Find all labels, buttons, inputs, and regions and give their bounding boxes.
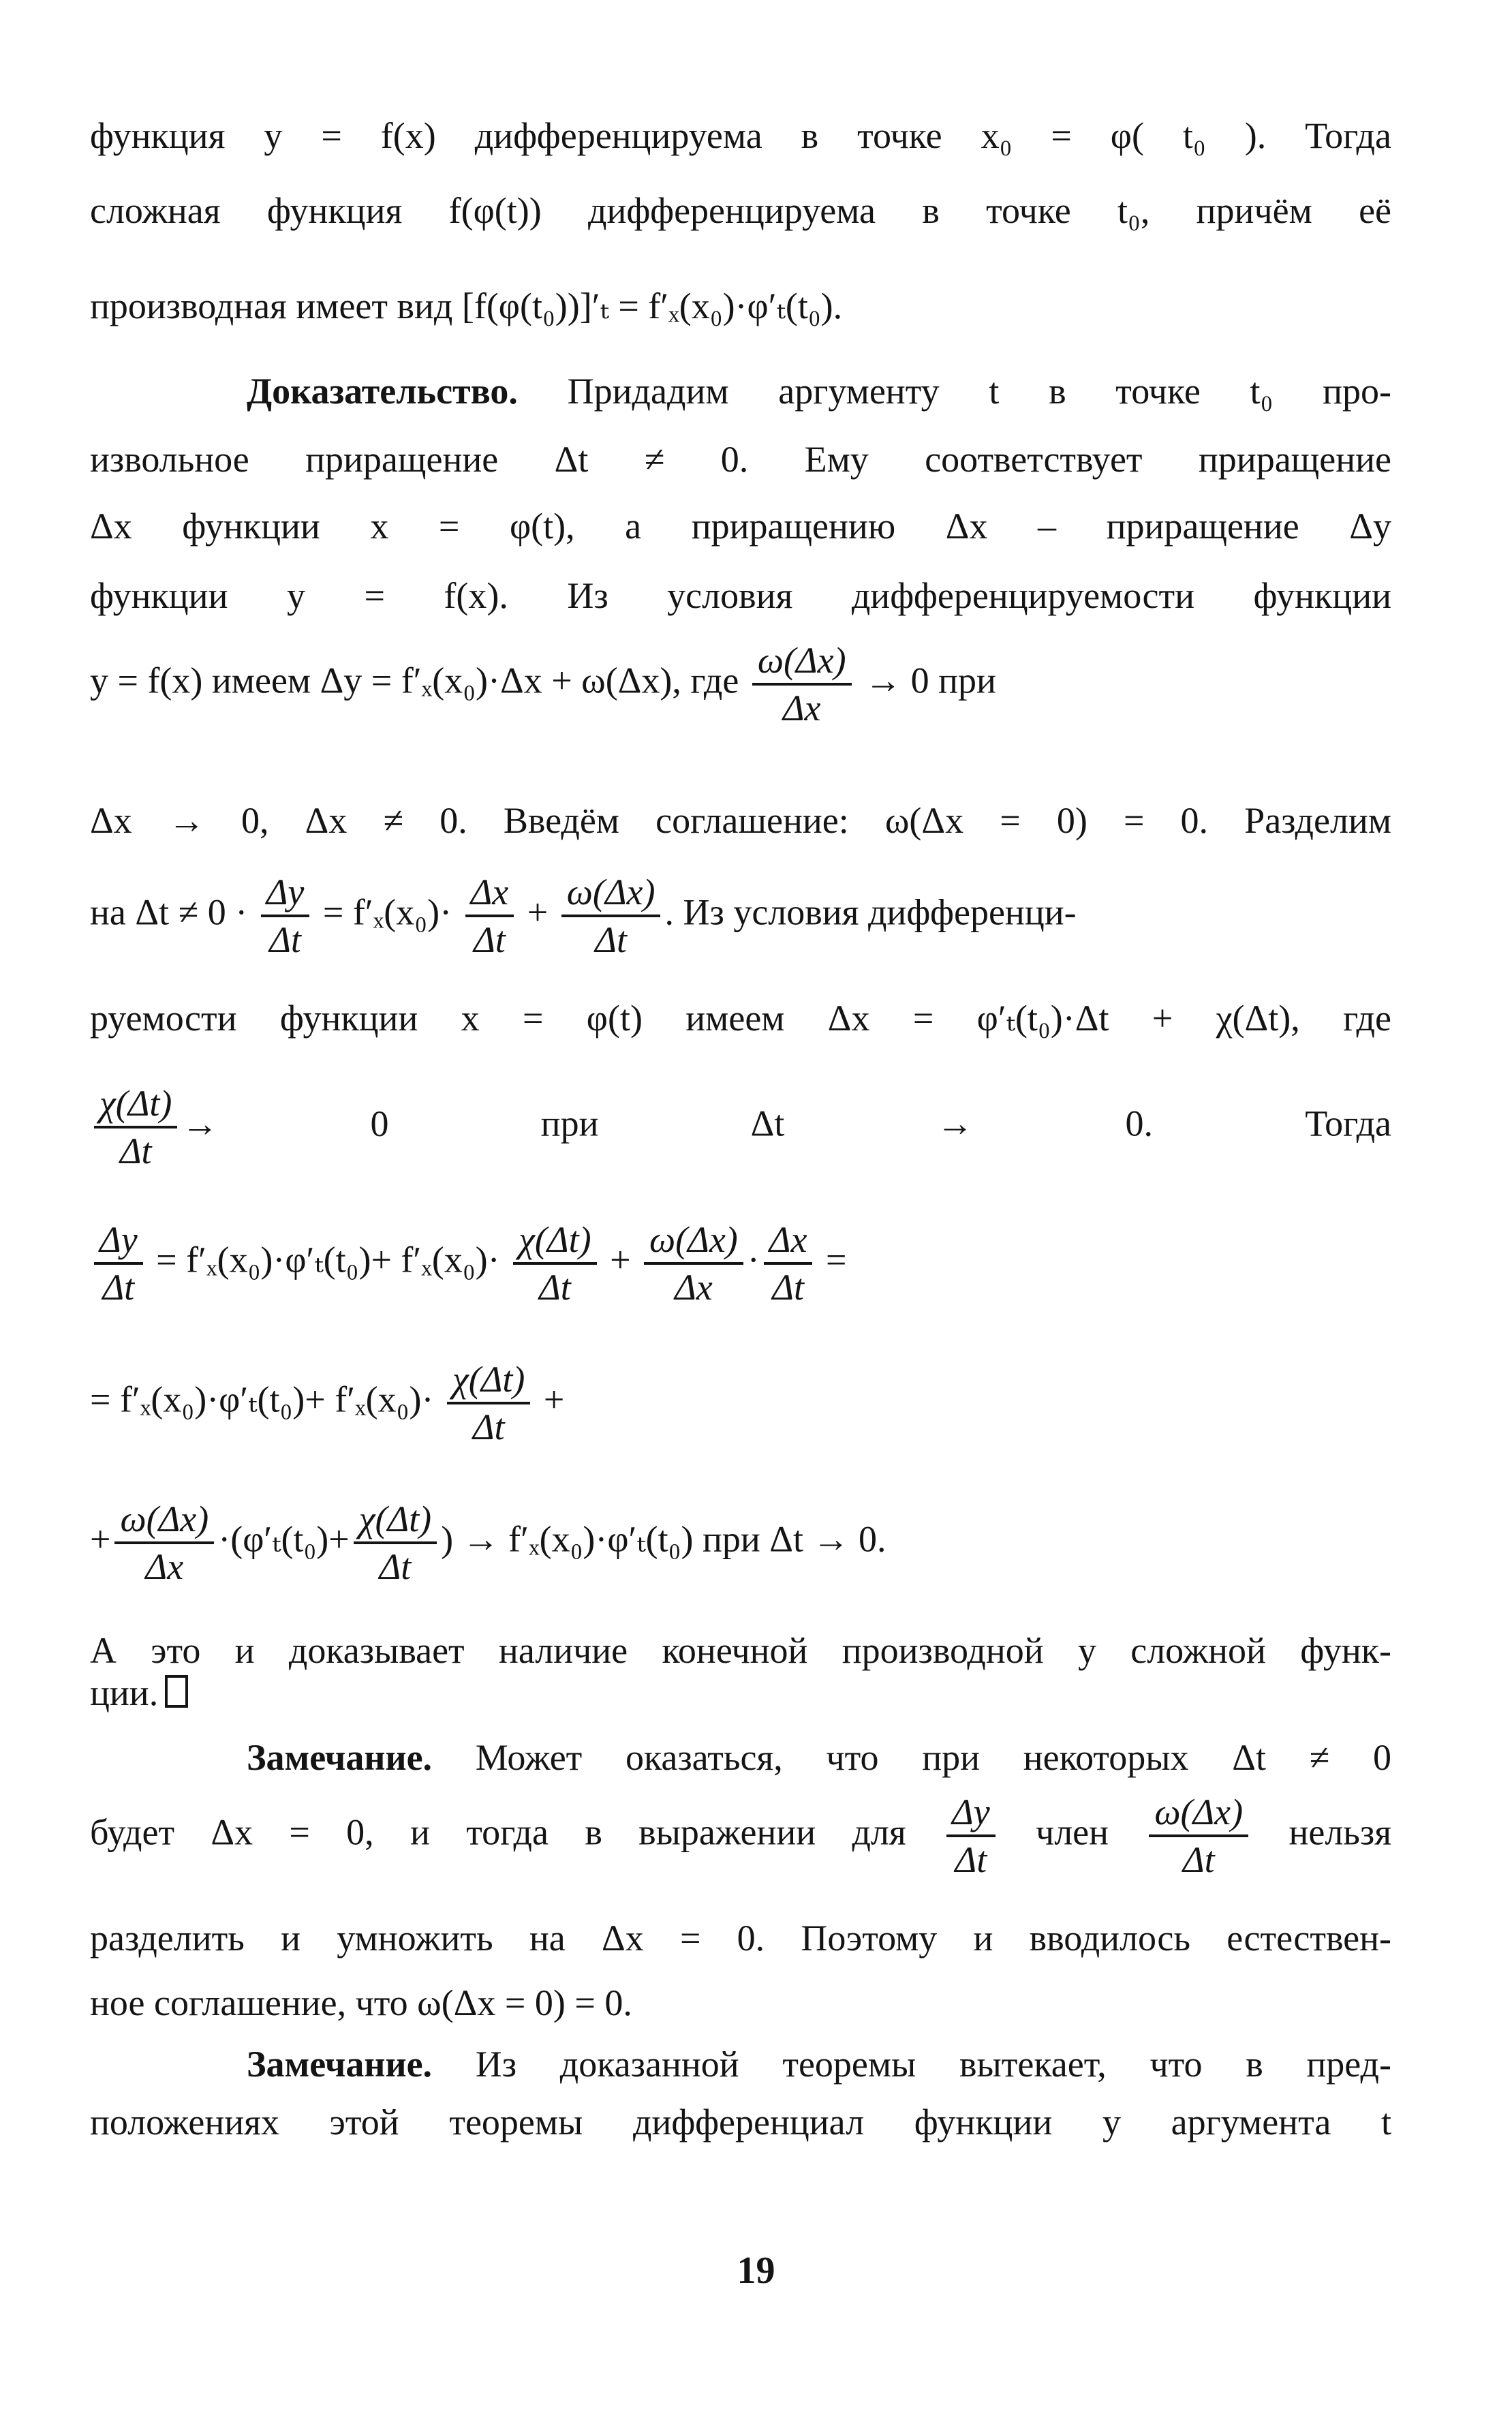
text-span: Тогда bbox=[1305, 1103, 1392, 1144]
text-line: функции y = f(x). Из условия дифференцируемости функции bbox=[90, 575, 1391, 616]
equation-line bbox=[90, 1792, 1391, 1880]
fraction-num: ω(Δx) bbox=[752, 641, 852, 686]
text-span: Придадим аргументу t в точке t₀ про- bbox=[567, 371, 1392, 412]
text-span: ции. bbox=[90, 1672, 159, 1713]
fraction-num: Δx bbox=[465, 872, 514, 917]
fraction-chi-dt bbox=[447, 1360, 530, 1447]
equation-line: $\frac{\Delta y}{\Delta t}$ = f′ₓ(x₀)·φ′ₜ(t₀)+ f′ₓ(x₀)· $\frac{\chi(\Delta t)}{\Delta t}$ + $\frac{\omega(\Delta x)}{\Delta x}$ · $\frac{\Delta x}{\Delta t}$ = bbox=[90, 1220, 1391, 1308]
fraction-den: Δt bbox=[539, 1267, 571, 1308]
text-line: сложная функция f(φ(t)) дифференцируема в точке t₀, причём её bbox=[90, 190, 1391, 231]
fraction-chi-dt bbox=[513, 1220, 596, 1308]
fraction-den: Δt bbox=[1182, 1839, 1215, 1881]
text-span: ) → f′ₓ(x₀)·φ′ₜ(t₀) при Δt → 0. bbox=[441, 1518, 886, 1560]
fraction-den: Δt bbox=[474, 919, 506, 961]
remark-first-line bbox=[90, 1721, 1391, 1794]
text-line: ное соглашение, что ω(Δx = 0) = 0. bbox=[90, 1982, 632, 2023]
fraction-den: Δt bbox=[119, 1131, 152, 1172]
fraction-omega-dx bbox=[114, 1499, 214, 1587]
fraction-num: ω(Δx) bbox=[644, 1220, 743, 1265]
fraction-dx-dt bbox=[465, 872, 514, 960]
text-span: Δt → 0. bbox=[750, 1103, 1154, 1144]
equation-line: + $\frac{\omega(\Delta x)}{\Delta x}$ ·(φ′ₜ(t₀)+ $\frac{\chi(\Delta t)}{\Delta t}$ ) → f′ₓ(x₀)·φ′ₜ(t₀) при Δt → 0. bbox=[90, 1499, 886, 1588]
fraction-den: Δt bbox=[102, 1267, 135, 1308]
equation-line bbox=[90, 641, 1391, 728]
fraction-dy-dt bbox=[946, 1792, 996, 1880]
fraction-num: ω(Δx) bbox=[561, 872, 661, 917]
fraction-den: Δt bbox=[595, 919, 627, 961]
fraction-num: χ(Δt) bbox=[94, 1084, 177, 1128]
text-span: Из доказанной теоремы вытекает, что в пред- bbox=[475, 2044, 1392, 2085]
text-span: ·(φ′ₜ(t₀)+ bbox=[218, 1518, 350, 1560]
fraction-chi-dt bbox=[354, 1499, 437, 1587]
text-span: при bbox=[540, 1103, 599, 1144]
text-span: → 0 при bbox=[865, 660, 996, 701]
fraction-num: χ(Δt) bbox=[513, 1220, 596, 1265]
fraction-num: Δx bbox=[764, 1220, 813, 1265]
text-span: → 0 bbox=[181, 1103, 389, 1144]
fraction-dy-dt bbox=[94, 1220, 143, 1308]
proof-label: Доказательство. bbox=[247, 371, 518, 412]
fraction-omega-dx bbox=[752, 641, 852, 728]
fraction-num: χ(Δt) bbox=[354, 1499, 437, 1544]
fraction-num: χ(Δt) bbox=[447, 1360, 530, 1404]
fraction-num: Δy bbox=[946, 1792, 996, 1837]
fraction-omega-dt bbox=[561, 872, 661, 960]
text-line: А это и доказывает наличие конечной производной у сложной функ- bbox=[90, 1630, 1391, 1671]
fraction-den: Δt bbox=[955, 1839, 987, 1881]
equation-line: = f′ₓ(x₀)·φ′ₜ(t₀)+ f′ₓ(x₀)· $\frac{\chi(\Delta t)}{\Delta t}$ + bbox=[90, 1359, 565, 1448]
text-line: Δx → 0, Δx ≠ 0. Введём соглашение: ω(Δx = 0) = 0. Разделим bbox=[90, 800, 1391, 841]
fraction-den: Δt bbox=[379, 1546, 412, 1588]
text-span: = f′ₓ(x₀)· bbox=[322, 891, 452, 933]
fraction-chi-dt bbox=[94, 1084, 177, 1171]
fraction-omega-dt bbox=[1149, 1792, 1248, 1880]
text-span: = f′ₓ(x₀)·φ′ₜ(t₀)+ f′ₓ(x₀)· bbox=[156, 1239, 500, 1280]
text-line: Δx функции x = φ(t), а приращению Δx – приращение Δy bbox=[90, 506, 1391, 547]
text-span: будет Δx = 0, и тогда в выражении для bbox=[90, 1811, 906, 1853]
equation-line bbox=[90, 1084, 1391, 1171]
text-span: y = f(x) имеем Δy = f′ₓ(x₀)·Δx + ω(Δx), где bbox=[90, 660, 739, 701]
fraction-den: Δx bbox=[675, 1267, 713, 1308]
text-span: член bbox=[1036, 1811, 1109, 1853]
fraction-num: ω(Δx) bbox=[1149, 1792, 1248, 1837]
remark-label: Замечание. bbox=[247, 1737, 433, 1778]
text-span: на Δt ≠ 0 · bbox=[90, 891, 248, 933]
text-span: Может оказаться, что при некоторых Δt ≠ 0 bbox=[475, 1737, 1391, 1778]
page-number: 19 bbox=[737, 2249, 775, 2292]
fraction-num: ω(Δx) bbox=[114, 1499, 214, 1544]
remark-label: Замечание. bbox=[247, 2044, 433, 2085]
text-span: = f′ₓ(x₀)·φ′ₜ(t₀)+ f′ₓ(x₀)· bbox=[90, 1379, 434, 1420]
text-span: нельзя bbox=[1289, 1811, 1392, 1853]
fraction-den: Δt bbox=[269, 919, 301, 961]
fraction-dx-dt bbox=[764, 1220, 813, 1308]
fraction-den: Δt bbox=[772, 1267, 804, 1308]
text-line bbox=[90, 1656, 1391, 1730]
equation-line: на Δt ≠ 0 · $\frac{\Delta y}{\Delta t}$ = f′ₓ(x₀)· $\frac{\Delta x}{\Delta t}$ + $\frac{\omega(\Delta x)}{\Delta t}$ . Из условия дифференци- bbox=[90, 872, 1077, 961]
qed-square-icon bbox=[165, 1675, 188, 1708]
text-line: производная имеет вид [f(φ(t₀))]′ₜ = f′ₓ(x₀)·φ′ₜ(t₀). bbox=[90, 286, 843, 326]
proof-first-line bbox=[90, 354, 1391, 428]
text-line: извольное приращение Δt ≠ 0. Ему соответствует приращение bbox=[90, 439, 1391, 480]
fraction-omega-dx bbox=[644, 1220, 743, 1308]
fraction-dy-dt bbox=[261, 872, 310, 960]
fraction-den: Δt bbox=[472, 1407, 505, 1448]
text-span: = bbox=[825, 1239, 847, 1280]
fraction-num: Δy bbox=[94, 1220, 143, 1265]
text-line: руемости функции x = φ(t) имеем Δx = φ′ₜ(t₀)·Δt + χ(Δt), где bbox=[90, 998, 1391, 1039]
text-line: разделить и умножить на Δx = 0. Поэтому и вводилось естествен- bbox=[90, 1918, 1391, 1959]
text-line: положениях этой теоремы дифференциал функции y аргумента t bbox=[90, 2102, 1391, 2143]
text-line: функция y = f(x) дифференцируема в точке x₀ = φ( t₀ ). Тогда bbox=[90, 115, 1391, 156]
text-span: . Из условия дифференци- bbox=[664, 891, 1077, 933]
fraction-den: Δx bbox=[782, 688, 821, 729]
fraction-den: Δx bbox=[145, 1546, 184, 1588]
fraction-num: Δy bbox=[261, 872, 310, 917]
